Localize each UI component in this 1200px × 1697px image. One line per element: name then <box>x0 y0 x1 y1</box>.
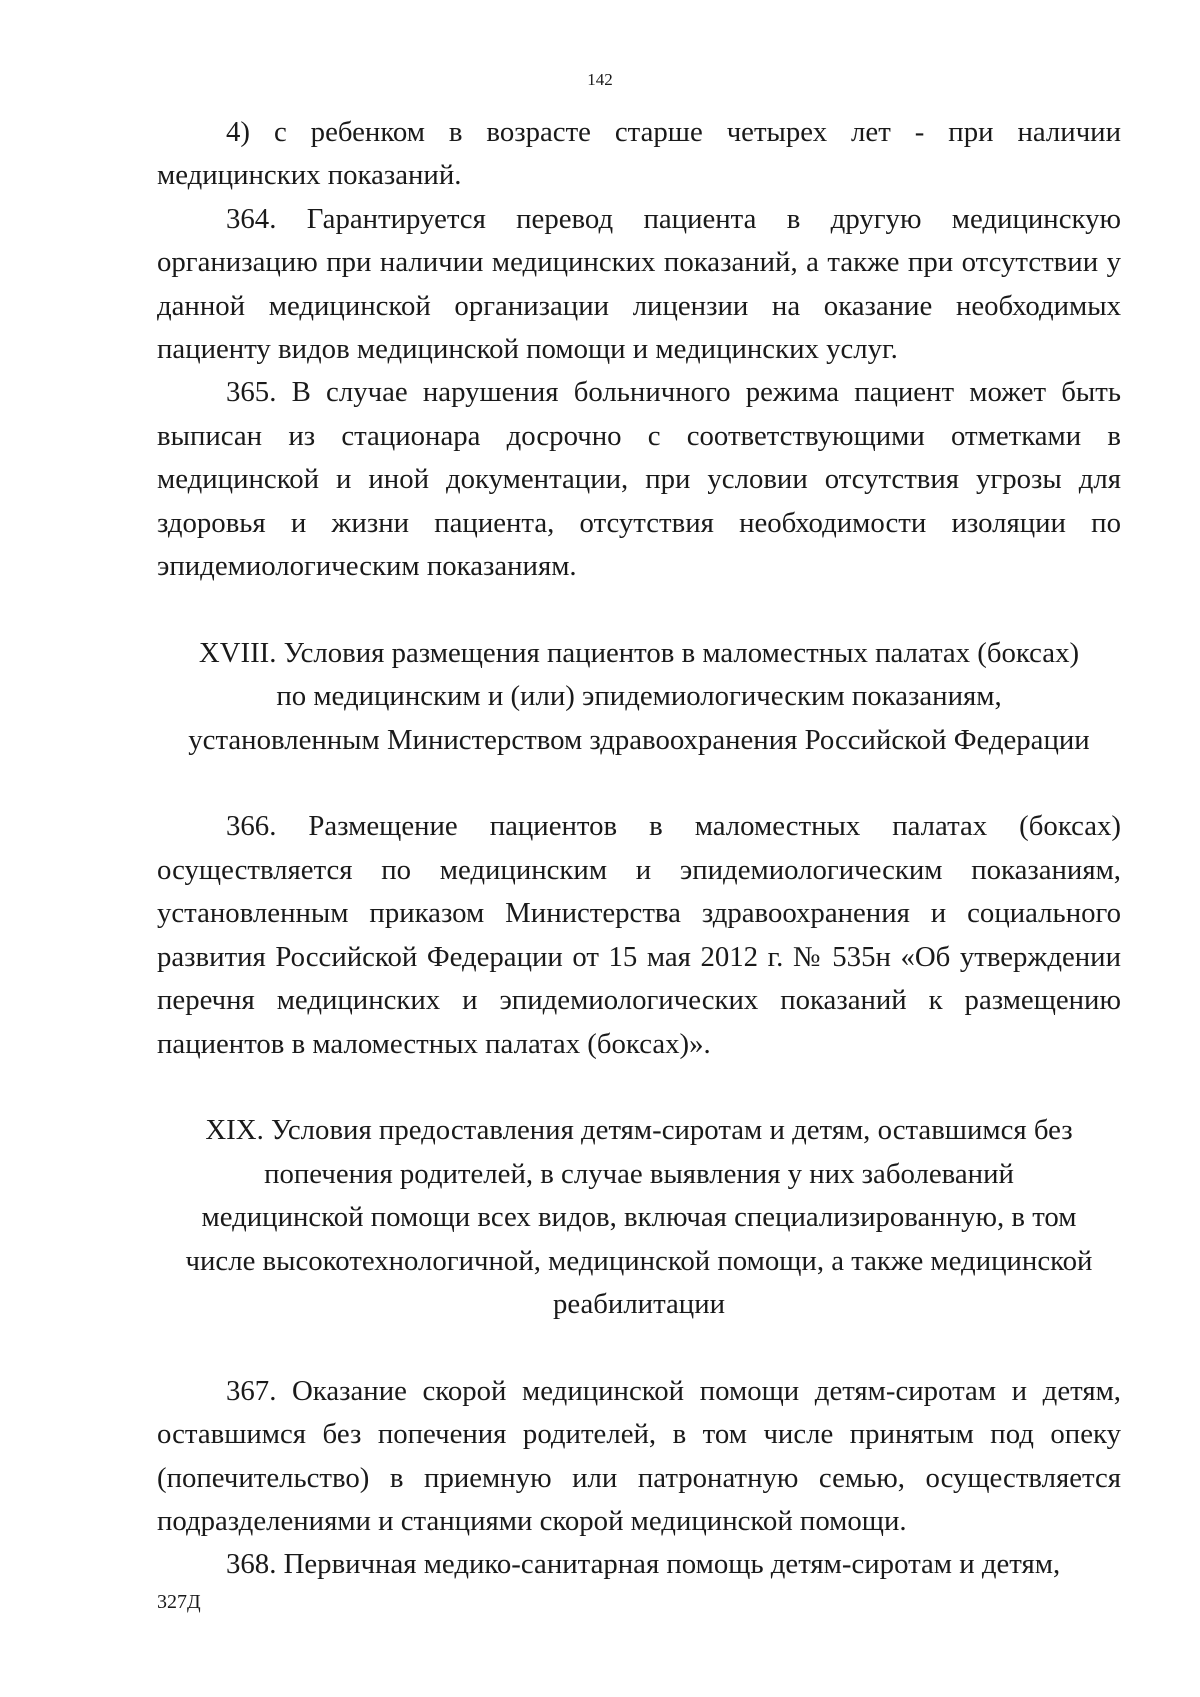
paragraph-367: 367. Оказание скорой медицинской помощи детям-сиротам и детям, оставшимся без попечения родителей, в том числе принятым под опеку (попечительство) в приемную или патронатную семью, осуществляется подразделениями и станциями скорой медицинской помощи. <box>157 1374 1121 1537</box>
section-heading-line: XVIII. Условия размещения пациентов в маломестных палатах (боксах) <box>198 636 1080 669</box>
paragraph-366: 366. Размещение пациентов в маломестных палатах (боксах) осуществляется по медицинским и эпидемиологическим показаниям, установленным приказом Министерства здравоохранения и социального развития Российской Федерации от 15 мая 2012 г. № 535н «Об утверждении перечня медицинских и эпидемиологических показаний к размещению пациентов в маломестных палатах (боксах)». <box>157 810 1121 1060</box>
document-code: 327Д <box>157 1591 201 1613</box>
section-heading-line: медицинской помощи всех видов, включая специализированную, в том <box>201 1201 1077 1234</box>
section-heading-line: реабилитации <box>552 1287 726 1320</box>
section-heading-line: по медицинским и (или) эпидемиологическим показаниям, <box>276 680 1002 713</box>
paragraph-item-4: 4) с ребенком в возрасте старше четырех лет - при наличии медицинских показаний. <box>157 116 1121 192</box>
section-heading-xix <box>157 1109 1121 1326</box>
section-heading-line: установленным Министерством здравоохранения Российской Федерации <box>188 723 1090 756</box>
paragraph-368: 368. Первичная медико-санитарная помощь детям-сиротам и детям, <box>226 1548 1061 1581</box>
section-heading-xviii <box>157 632 1121 762</box>
paragraph-364: 364. Гарантируется перевод пациента в другую медицинскую организацию при наличии медицинских показаний, а также при отсутствии у данной медицинской организации лицензии на оказание необходимых пациенту видов медицинской помощи и медицинских услуг. <box>157 202 1121 366</box>
section-heading-line: XIX. Условия предоставления детям-сиротам и детям, оставшимся без <box>205 1114 1073 1147</box>
page-number: 142 <box>587 70 613 89</box>
section-heading-line: числе высокотехнологичной, медицинской помощи, а также медицинской <box>185 1244 1093 1277</box>
section-heading-line: попечения родителей, в случае выявления у них заболеваний <box>264 1157 1014 1190</box>
document-body <box>157 111 1121 1587</box>
paragraph-365: 365. В случае нарушения больничного режима пациент может быть выписан из стационара досрочно с соответствующими отметками в медицинской и иной документации, при условии отсутствия угрозы для здоровья и жизни пациента, отсутствия необходимости изоляции по эпидемиологическим показаниям. <box>157 376 1121 583</box>
